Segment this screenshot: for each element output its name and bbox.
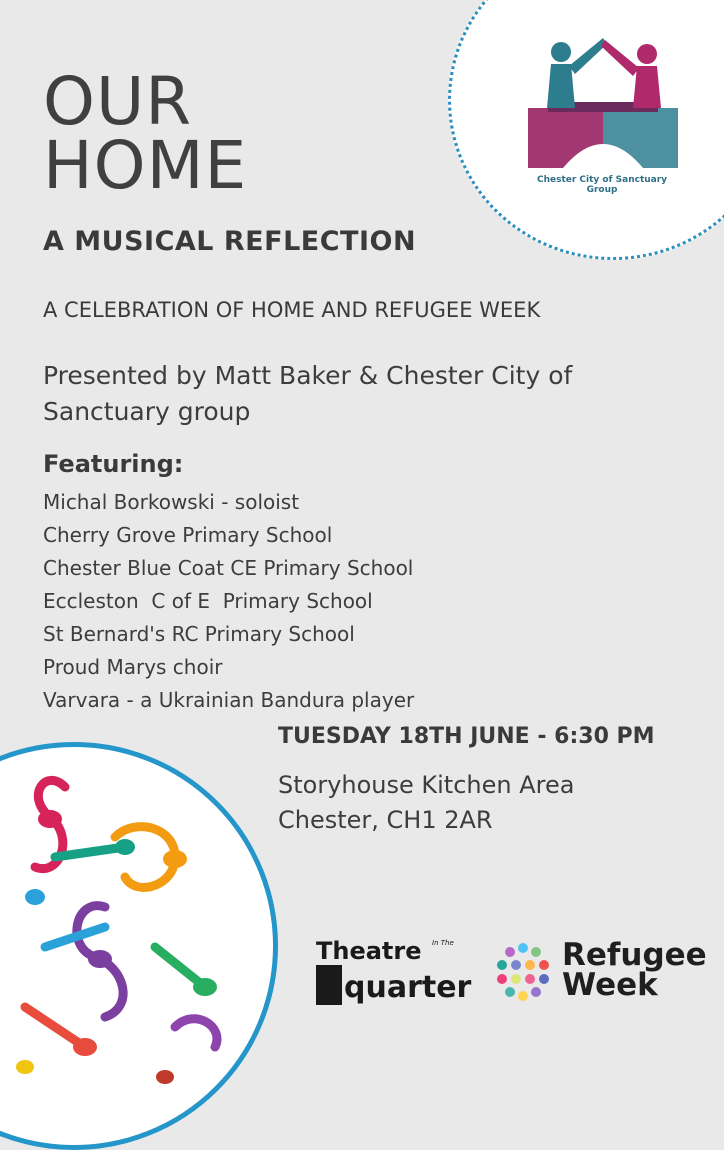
refugee-week-text	[562, 937, 707, 1003]
music-notes-icon	[0, 747, 278, 1150]
list-item: Chester Blue Coat CE Primary School	[43, 556, 414, 580]
presented-by: Presented by Matt Baker & Chester City of Sanctuary group	[43, 361, 573, 426]
event-subtitle: A MUSICAL REFLECTION	[43, 226, 417, 257]
sanctuary-bridge-icon	[523, 30, 683, 190]
title-line-2: HOME	[43, 127, 248, 204]
event-venue	[278, 768, 574, 838]
in-the-word: In The	[432, 939, 454, 947]
venue-line-2: Chester, CH1 2AR	[278, 806, 493, 834]
quarter-word: quarter	[344, 970, 472, 1005]
refugee-word: Refugee	[562, 937, 707, 973]
list-item: Michal Borkowski - soloist	[43, 490, 300, 514]
featuring-list	[43, 486, 414, 717]
title-line-1: OUR	[43, 63, 193, 140]
list-item: Varvara - a Ukrainian Bandura player	[43, 688, 415, 712]
event-tagline: A CELEBRATION OF HOME AND REFUGEE WEEK	[43, 298, 541, 322]
venue-line-1: Storyhouse Kitchen Area	[278, 771, 575, 799]
theatre-quarter-logo	[314, 935, 474, 1010]
event-date: TUESDAY 18TH JUNE - 6:30 PM	[278, 724, 655, 749]
sanctuary-logo-text: Chester City of Sanctuary Group	[536, 175, 668, 195]
list-item: Proud Marys choir	[43, 655, 223, 679]
theatre-word: Theatre	[316, 937, 422, 965]
event-title	[43, 63, 248, 204]
list-item: St Bernard's RC Primary School	[43, 622, 355, 646]
list-item: Cherry Grove Primary School	[43, 523, 333, 547]
featuring-heading: Featuring:	[43, 450, 184, 478]
music-notes-circle	[0, 742, 278, 1150]
week-word: Week	[562, 967, 658, 1003]
list-item: Eccleston C of E Primary School	[43, 589, 373, 613]
